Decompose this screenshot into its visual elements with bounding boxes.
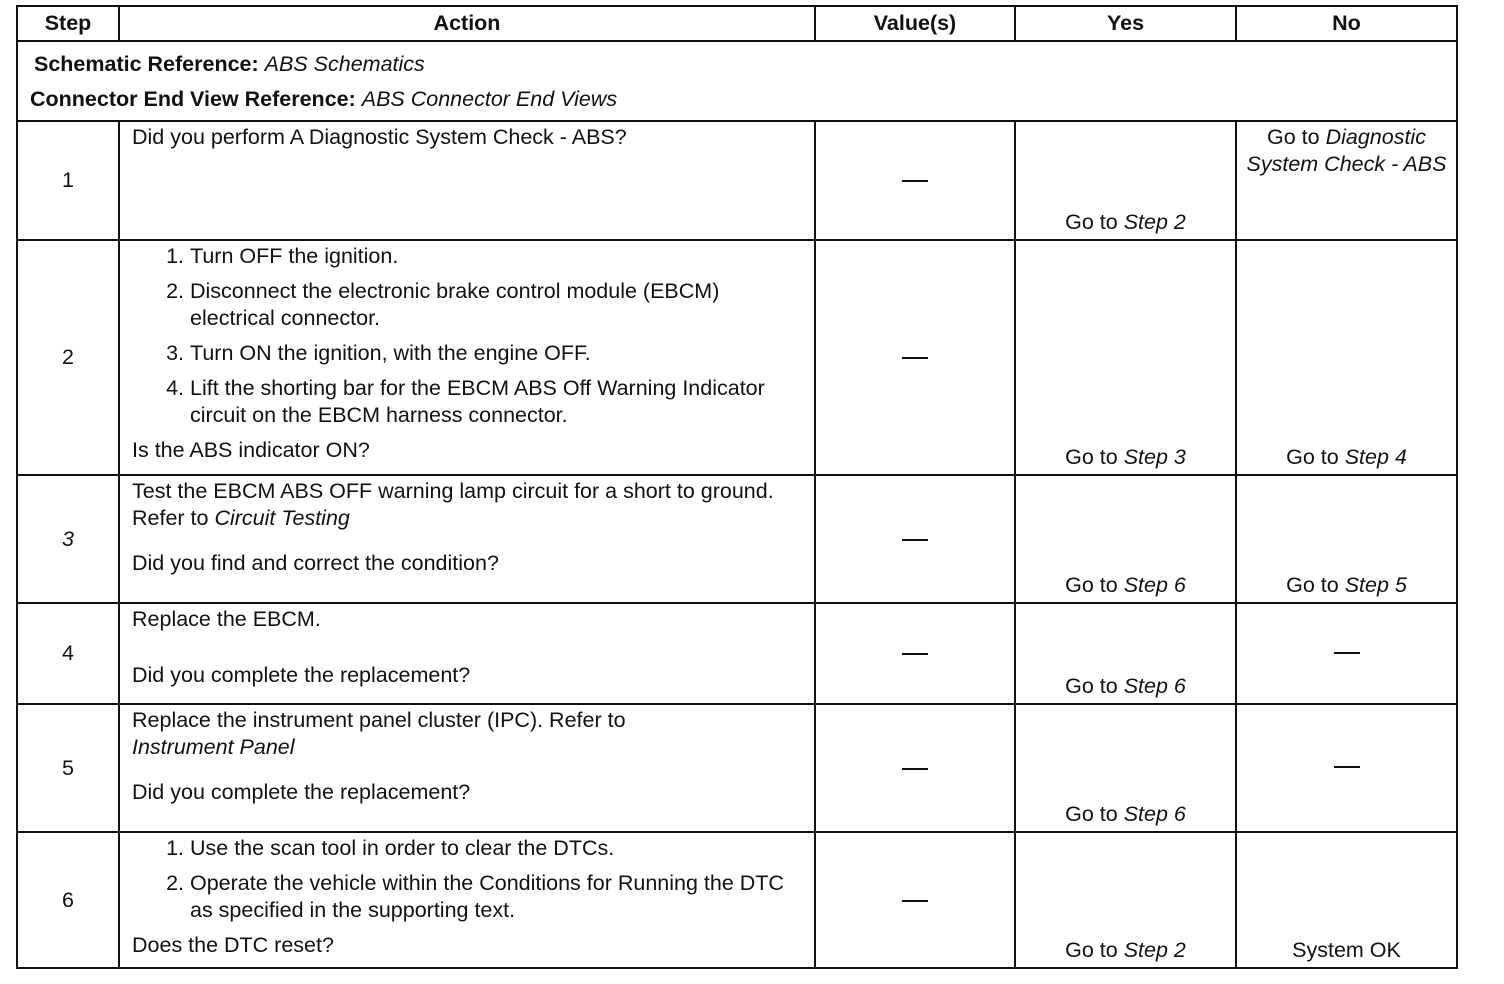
schematic-reference [34, 47, 1456, 82]
action-steps-list [132, 835, 802, 924]
yes-prefix: Go to [1065, 938, 1124, 962]
step-number: 5 [17, 704, 119, 832]
yes-link[interactable]: Step 3 [1123, 445, 1186, 469]
list-item: 2. Operate the vehicle within the Conditions for Running the DTC as specified in the supporting text. [190, 870, 802, 924]
dash-mark [902, 357, 928, 359]
action-text: Replace the EBCM. [132, 607, 321, 631]
step-number: 1 [17, 121, 119, 240]
no-link[interactable]: Step 4 [1344, 445, 1407, 469]
connector-reference [30, 82, 1456, 117]
yes-cell [1015, 121, 1236, 240]
action-steps-list [132, 243, 802, 429]
dash-mark [1334, 766, 1360, 768]
action-cell [119, 832, 815, 968]
reference-row [17, 41, 1457, 121]
step-number-text: 3 [62, 526, 74, 551]
action-question: Did you complete the replacement? [132, 780, 471, 804]
header-no: No [1236, 6, 1457, 41]
header-action: Action [119, 6, 815, 41]
dash-mark [902, 653, 928, 655]
step-number: 4 [17, 603, 119, 704]
yes-prefix: Go to [1065, 573, 1124, 597]
value-cell [815, 832, 1015, 968]
yes-cell [1015, 832, 1236, 968]
no-prefix: Go to [1267, 125, 1326, 149]
action-cell [119, 240, 815, 475]
dash-mark [1334, 652, 1360, 654]
table-row [17, 603, 1457, 704]
no-prefix: Go to [1286, 445, 1345, 469]
action-cell [119, 704, 815, 832]
yes-link[interactable]: Step 2 [1123, 938, 1186, 962]
step-number [17, 475, 119, 603]
table-row [17, 704, 1457, 832]
step-number: 2 [17, 240, 119, 475]
no-cell [1236, 240, 1457, 475]
list-item: 1. Turn OFF the ignition. [190, 243, 802, 270]
action-text-block [132, 707, 802, 771]
no-cell [1236, 121, 1457, 240]
schematic-reference-label: Schematic Reference: [34, 52, 259, 76]
list-item: 1. Use the scan tool in order to clear the DTCs. [190, 835, 802, 862]
connector-reference-link[interactable]: ABS Connector End Views [361, 87, 618, 111]
no-cell [1236, 704, 1457, 832]
header-row [17, 6, 1457, 41]
dash-mark [902, 539, 928, 541]
action-text: Replace the instrument panel cluster (IPC). Refer to [132, 708, 626, 732]
yes-link[interactable]: Step 6 [1123, 573, 1186, 597]
yes-link[interactable]: Step 6 [1123, 802, 1186, 826]
diagnostic-table [16, 5, 1458, 969]
value-cell [815, 704, 1015, 832]
yes-cell [1015, 475, 1236, 603]
action-link[interactable]: Circuit Testing [214, 506, 350, 530]
connector-reference-label: Connector End View Reference: [30, 87, 356, 111]
yes-prefix: Go to [1065, 802, 1124, 826]
yes-prefix: Go to [1065, 674, 1124, 698]
no-link[interactable]: Step 5 [1344, 573, 1407, 597]
yes-link[interactable]: Step 2 [1123, 210, 1186, 234]
table-row [17, 475, 1457, 603]
header-values: Value(s) [815, 6, 1015, 41]
value-cell [815, 240, 1015, 475]
no-cell [1236, 832, 1457, 968]
no-prefix: Go to [1286, 573, 1345, 597]
action-text-block [132, 478, 802, 542]
action-question: Did you complete the replacement? [132, 663, 471, 687]
no-cell [1236, 475, 1457, 603]
step-number: 6 [17, 832, 119, 968]
reference-cell [17, 41, 1457, 121]
table-row [17, 832, 1457, 968]
yes-cell [1015, 704, 1236, 832]
action-question: Is the ABS indicator ON? [132, 438, 370, 462]
yes-cell [1015, 240, 1236, 475]
action-cell [119, 603, 815, 704]
action-cell [119, 121, 815, 240]
no-link[interactable]: Diagnostic System Check - ABS [1246, 125, 1447, 176]
action-question: Does the DTC reset? [132, 933, 334, 957]
yes-link[interactable]: Step 6 [1123, 674, 1186, 698]
action-link[interactable]: Instrument Panel [132, 735, 295, 759]
yes-prefix: Go to [1065, 445, 1124, 469]
dash-mark [902, 768, 928, 770]
action-question: Did you find and correct the condition? [132, 551, 499, 575]
list-item: 2. Disconnect the electronic brake control module (EBCM) electrical connector. [190, 278, 802, 332]
table-row [17, 240, 1457, 475]
dash-mark [902, 900, 928, 902]
header-step: Step [17, 6, 119, 41]
value-cell [815, 121, 1015, 240]
no-text: System OK [1292, 938, 1401, 962]
no-cell [1236, 603, 1457, 704]
action-text: Test the EBCM ABS OFF warning lamp circuit for a short to ground. Refer to [132, 479, 774, 530]
action-text: Did you perform A Diagnostic System Check - ABS? [132, 125, 627, 149]
action-cell [119, 475, 815, 603]
yes-prefix: Go to [1065, 210, 1124, 234]
schematic-reference-link[interactable]: ABS Schematics [264, 52, 425, 76]
header-yes: Yes [1015, 6, 1236, 41]
table-row [17, 121, 1457, 240]
value-cell [815, 475, 1015, 603]
list-item: 3. Turn ON the ignition, with the engine OFF. [190, 340, 802, 367]
list-item: 4. Lift the shorting bar for the EBCM ABS Off Warning Indicator circuit on the EBCM harness connector. [190, 375, 802, 429]
yes-cell [1015, 603, 1236, 704]
value-cell [815, 603, 1015, 704]
dash-mark [902, 180, 928, 182]
